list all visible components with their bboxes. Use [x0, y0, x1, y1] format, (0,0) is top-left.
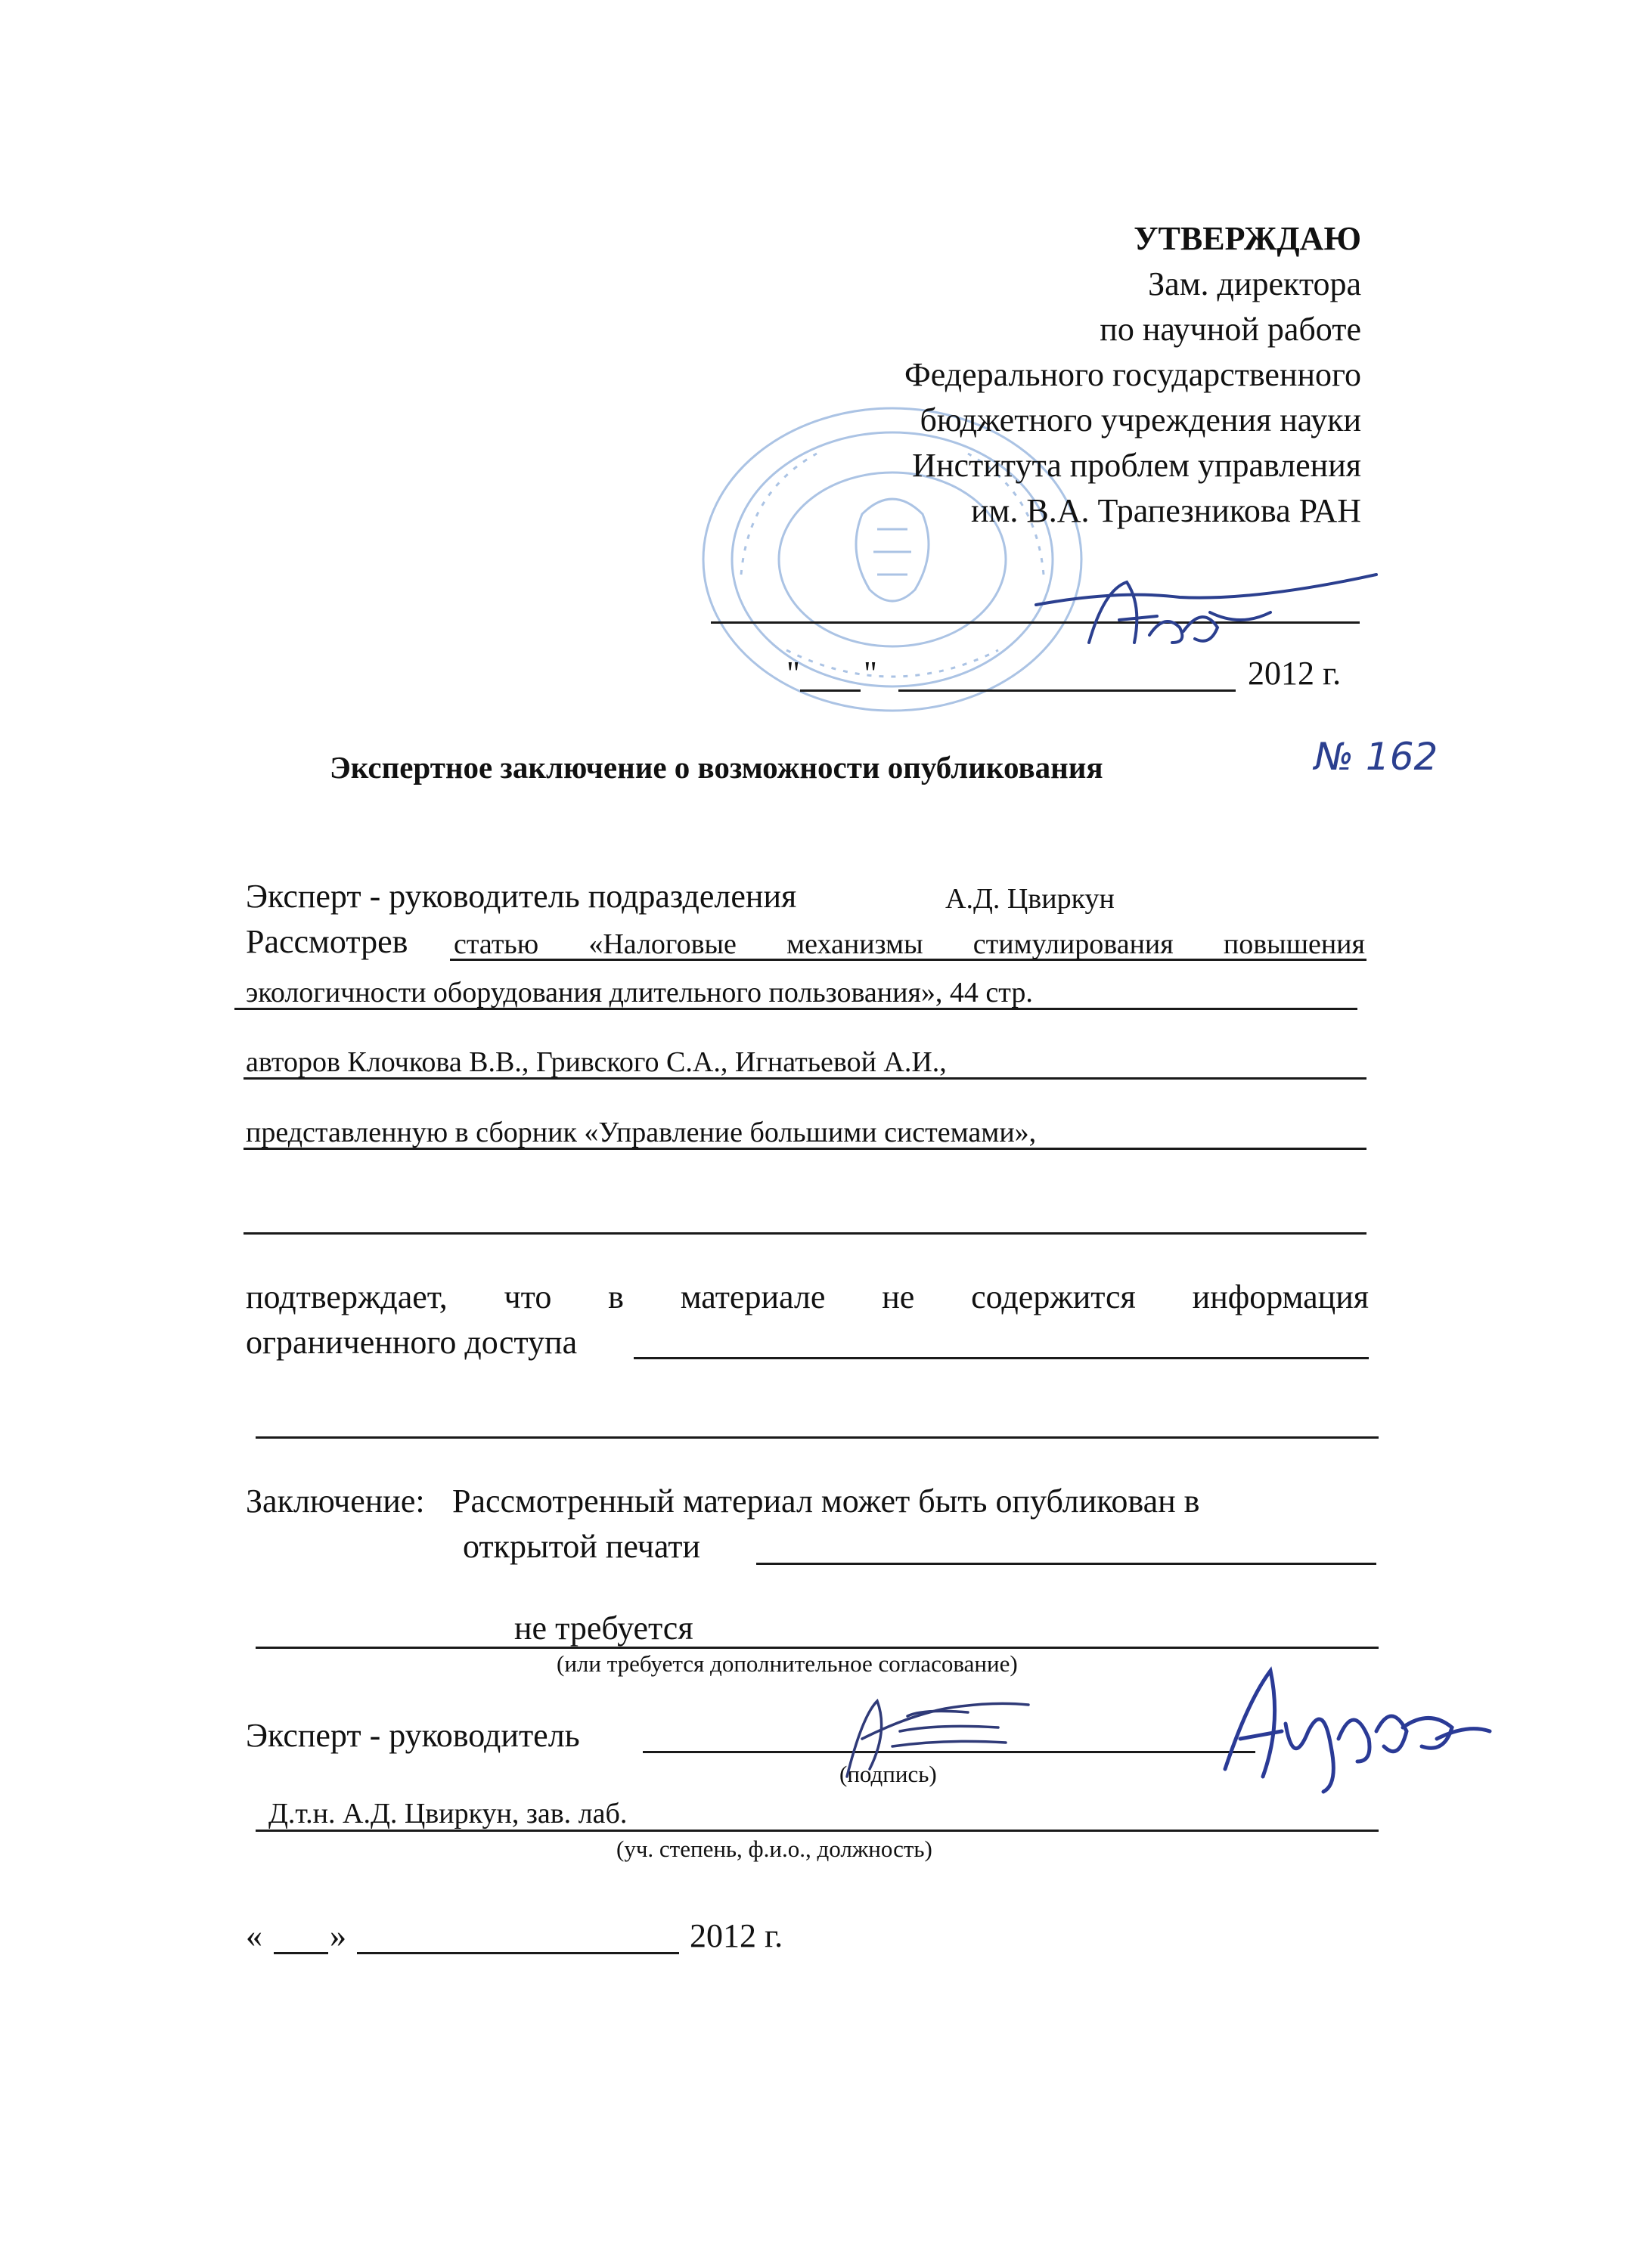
conclusion-line-1: Рассмотренный материал может быть опубликован в [452, 1483, 1200, 1520]
conclusion-line-2: открытой печати [463, 1528, 701, 1565]
approval-line-1: Зам. директора [1148, 265, 1361, 302]
confirmation-word: что [504, 1278, 552, 1315]
approval-date-month-field [898, 689, 1236, 692]
blank-line-2 [256, 1436, 1379, 1439]
footer-date-year: 2012 г. [690, 1917, 783, 1954]
confirmation-word: в [608, 1278, 624, 1315]
confirmation-line-1 [246, 1278, 1369, 1317]
approval-needed-value: не требуется [514, 1610, 693, 1647]
approval-line-5: Института проблем управления [912, 447, 1361, 484]
approval-needed-caption: (или требуется дополнительное согласование) [557, 1650, 1018, 1677]
approval-line-3: Федерального государственного [904, 356, 1361, 393]
confirmation-line-2: ограниченного доступа [246, 1324, 578, 1361]
approval-date-day-field [800, 689, 861, 692]
reviewed-line-1: статью «Налоговые механизмы стимулирования повышения [454, 928, 1365, 960]
document-title: Экспертное заключение о возможности опубликования [330, 750, 1103, 785]
confirmation-word: не [882, 1278, 915, 1315]
handwritten-number: № 162 [1314, 735, 1438, 779]
confirmation-word: информация [1192, 1278, 1369, 1315]
approval-date-quote-open: " [786, 655, 800, 692]
conclusion-label: Заключение: [246, 1483, 425, 1520]
confirmation-word: содержится [971, 1278, 1136, 1315]
approval-heading: УТВЕРЖДАЮ [1134, 220, 1361, 257]
signature-person-underline [256, 1830, 1379, 1832]
confirmation-word: подтверждает, [246, 1278, 448, 1315]
approval-needed-underline [256, 1647, 1379, 1649]
approval-line-2: по научной работе [1100, 311, 1361, 348]
confirmation-word: материале [680, 1278, 826, 1315]
signature-person: Д.т.н. А.Д. Цвиркун, зав. лаб. [268, 1798, 628, 1830]
reviewed-line-2: экологичности оборудования длительного пользования», 44 стр. [246, 977, 1033, 1009]
footer-date-day-field [274, 1952, 328, 1954]
signature-caption: (подпись) [839, 1761, 937, 1787]
footer-date-month-field [357, 1952, 679, 1954]
expert-signature-1 [817, 1686, 1044, 1792]
reviewed-label: Рассмотрев [246, 923, 408, 960]
signature-person-caption: (уч. степень, ф.и.о., должность) [616, 1836, 932, 1862]
footer-date-quote-close: » [330, 1917, 346, 1954]
approval-line-4: бюджетного учреждения науки [920, 401, 1361, 438]
expert-signature-2 [1210, 1656, 1497, 1799]
approval-date-quote-close: " [864, 655, 877, 692]
approval-date-year: 2012 г. [1248, 655, 1342, 692]
footer-date-quote-open: « [246, 1917, 262, 1954]
director-signature [1028, 559, 1391, 665]
signature-label: Эксперт - руководитель [246, 1717, 580, 1754]
blank-line-1 [244, 1232, 1366, 1235]
authors-text: авторов Клочкова В.В., Гривского С.А., Игнатьевой А.И., [246, 1046, 947, 1078]
expert-name: А.Д. Цвиркун [945, 883, 1115, 915]
approval-line-6: им. В.А. Трапезникова РАН [970, 492, 1361, 529]
confirmation-underline [634, 1357, 1369, 1359]
conclusion-underline [756, 1563, 1376, 1565]
expert-label: Эксперт - руководитель подразделения [246, 878, 797, 915]
submitted-text: представленную в сборник «Управление большими системами», [246, 1117, 1037, 1148]
